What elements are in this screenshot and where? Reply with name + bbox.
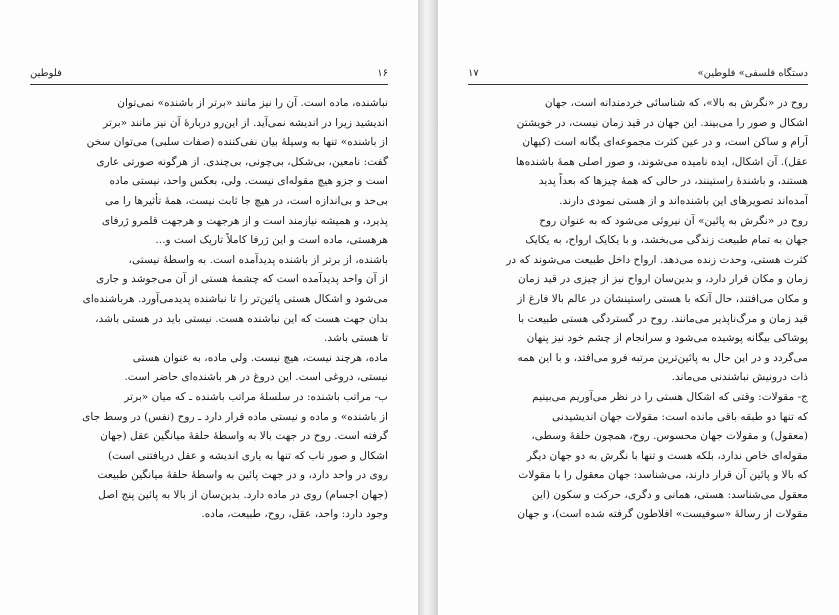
- text-line: می‌شود و اشکال هستی پائین‌تر را تا نباشنده پدیدمی‌آورد. هرباشنده‌ای: [82, 292, 388, 305]
- left-page-header: [30, 68, 388, 85]
- text-line: که تنها دو طبقه باقی مانده است: مقولات جهان اندیشیدنی: [552, 410, 808, 423]
- text-line: اندیشید زیرا در اندیشه نمی‌آید. از این‌رو دربارهٔ آن نیز مانند «برتر: [103, 116, 388, 129]
- right-page: [438, 0, 839, 615]
- running-title: فلوطین: [30, 68, 62, 79]
- text-line: گفت: نامعین، بی‌شکل، بی‌چونی، بی‌چندی. از هرگونه صورتی عاری: [96, 155, 388, 168]
- text-line: ب- مراتب باشنده: در سلسلهٔ مراتب باشنده ـ که میان «برتر: [124, 390, 388, 403]
- text-line: عقل). آن اشکال، ایده نامیده می‌شوند، و صور اصلی همهٔ باشنده‌ها: [515, 155, 808, 168]
- text-line: ماده، هرچند نیست، هیچ نیست. ولی ماده، به عنوان هستی: [132, 351, 388, 364]
- text-line: تا هستی باشد.: [324, 332, 388, 345]
- text-line: روی در واحد دارد، و در جهت پائین به واسطهٔ حلقهٔ میانگین طبیعت: [97, 469, 388, 482]
- text-line: (جهان اجسام) روی در ماده دارد. بدین‌سان از بالا به پائین پنج اصل: [98, 488, 388, 501]
- text-line: هرهستی، ماده است و این ژرفا کاملاً تاریک است و...: [155, 234, 388, 247]
- page-number: ۱۷: [468, 68, 479, 79]
- text-line: باشنده، از برتر از باشنده پدیدآمده است. به واسطهٔ نیستی،: [128, 253, 388, 266]
- text-line: از باشنده» تنها به وسیلهٔ بیان نفی‌کننده (صفات سلبی) می‌توان سخن: [86, 136, 388, 149]
- text-line: آمده‌اند تصویرهای این باشنده‌اند و از هستی نمودی دارند.: [559, 194, 808, 207]
- text-line: قید زمان و مرگ‌ناپذیر می‌مانند. روح در گستردگی هستی طبیعت با: [518, 312, 808, 325]
- text-line: روح در «نگرش به بالا»، که شناسائی خردمندانه است، جهان: [544, 97, 808, 109]
- text-line: وجود دارد: واحد، عقل، روح، طبیعت، ماده.: [201, 508, 388, 521]
- text-line: بدان جهت هست که این نباشنده هست. نیستی باید در هستی باشد،: [95, 312, 388, 325]
- text-line: پذیرد، و همیشه نیازمند است و از هرجهت و هرجهت قلمرو ژرفای: [101, 214, 388, 227]
- text-line: پوشاکی بیگانه پوشیده می‌شود و سرانجام از چشم خود نیز پنهان: [526, 332, 808, 345]
- text-line: گرفته است. روح در جهت بالا به واسطهٔ حلقهٔ میانگین عقل (جهان: [100, 430, 388, 443]
- text-line: ذات درونیش نباشندنی می‌ماند.: [671, 371, 808, 384]
- text-line: نیستی، دروغی است. این دروغ در هر باشنده‌ای حاضر است.: [124, 371, 388, 384]
- left-page-text: [30, 94, 388, 525]
- running-title: «دستگاه فلسفی» فلوطین: [697, 68, 808, 79]
- text-line: اشکال و صور ناب که تنها به یاری اندیشه و عقل دریافتنی است): [107, 449, 388, 462]
- text-line: مقولات از رسالهٔ «سوفیست» افلاطون گرفته شده است)، و جهان: [517, 508, 808, 521]
- text-line: است و جزو هیچ مقوله‌ای نیست. ولی، بعکس واحد، نیستی ماده: [109, 175, 388, 188]
- text-line: روح در «نگرش به پائین» آن نیروئی می‌شود که به عنوان روح: [539, 214, 808, 227]
- text-line: از آن واحد پدیدآمده است که چشمهٔ هستی از آن می‌جوشد و جاری: [96, 273, 388, 286]
- text-line: مقوله‌ای خاص ندارد، بلکه هست و تنها با نگرش به دو جهان دیگر: [526, 449, 808, 462]
- text-line: (معقول) و مقولات جهان محسوس. روح، همچون حلقهٔ وسطی،: [531, 430, 808, 443]
- left-page: [0, 0, 418, 615]
- text-line: اشکال و صور را می‌بیند. این جهان در قید زمان نیست، در خویشتن: [516, 116, 808, 129]
- text-line: که بالا و پائین آن قرار دارند، می‌شناسد: جهان معقول را با مقولات: [518, 469, 808, 482]
- text-line: بی‌حد و بی‌اندازه است، در هیچ جا ثابت نیست، همهٔ تأثیرها را می: [104, 194, 388, 207]
- text-line: معقول می‌شناسد: هستی، همانی و دگری، حرکت و سکون (این: [531, 488, 808, 501]
- text-line: نباشنده، ماده است. آن را نیز مانند «برتر از باشنده» نمی‌توان: [117, 97, 388, 109]
- text-line: هستند، و باشندهٔ راستینند، در حالی که همهٔ چیزها که بعداً پدید: [538, 175, 808, 188]
- text-line: از باشنده» و ماده و نیستی ماده قرار دارد ـ روح (نفس) در وسط جای: [82, 410, 388, 423]
- text-line: زمان و مکان قرار دارد، و بدین‌سان ارواح نیز از چیزی در قید زمان: [518, 273, 808, 286]
- book-gutter: [418, 0, 438, 615]
- text-line: کثرت هستی، وحدت زنده می‌دهد. ارواح داخل طبیعت می‌شوند که در: [506, 253, 808, 266]
- text-line: و مکان می‌افتند، حال آنکه با هستی راستینشان در عالم بالا فارغ از: [517, 292, 808, 305]
- page-number: ۱۶: [377, 68, 388, 79]
- text-line: ج- مقولات: وقتی که اشکال هستی را در نظر می‌آوریم می‌بینیم: [532, 390, 808, 403]
- right-page-text: [468, 94, 808, 525]
- right-page-header: [468, 68, 808, 85]
- text-line: آرام و ساکن است، و در عین کثرت مجموعه‌ای یگانه است (کیهان: [522, 136, 808, 149]
- text-line: می‌گردد و در این حال به پائین‌ترین مرتبه فرو می‌افتد، و با این همه: [517, 351, 808, 364]
- text-line: جهان به تمام طبیعت زندگی می‌بخشد، و با یکایک ارواح، به یکایک: [525, 234, 808, 247]
